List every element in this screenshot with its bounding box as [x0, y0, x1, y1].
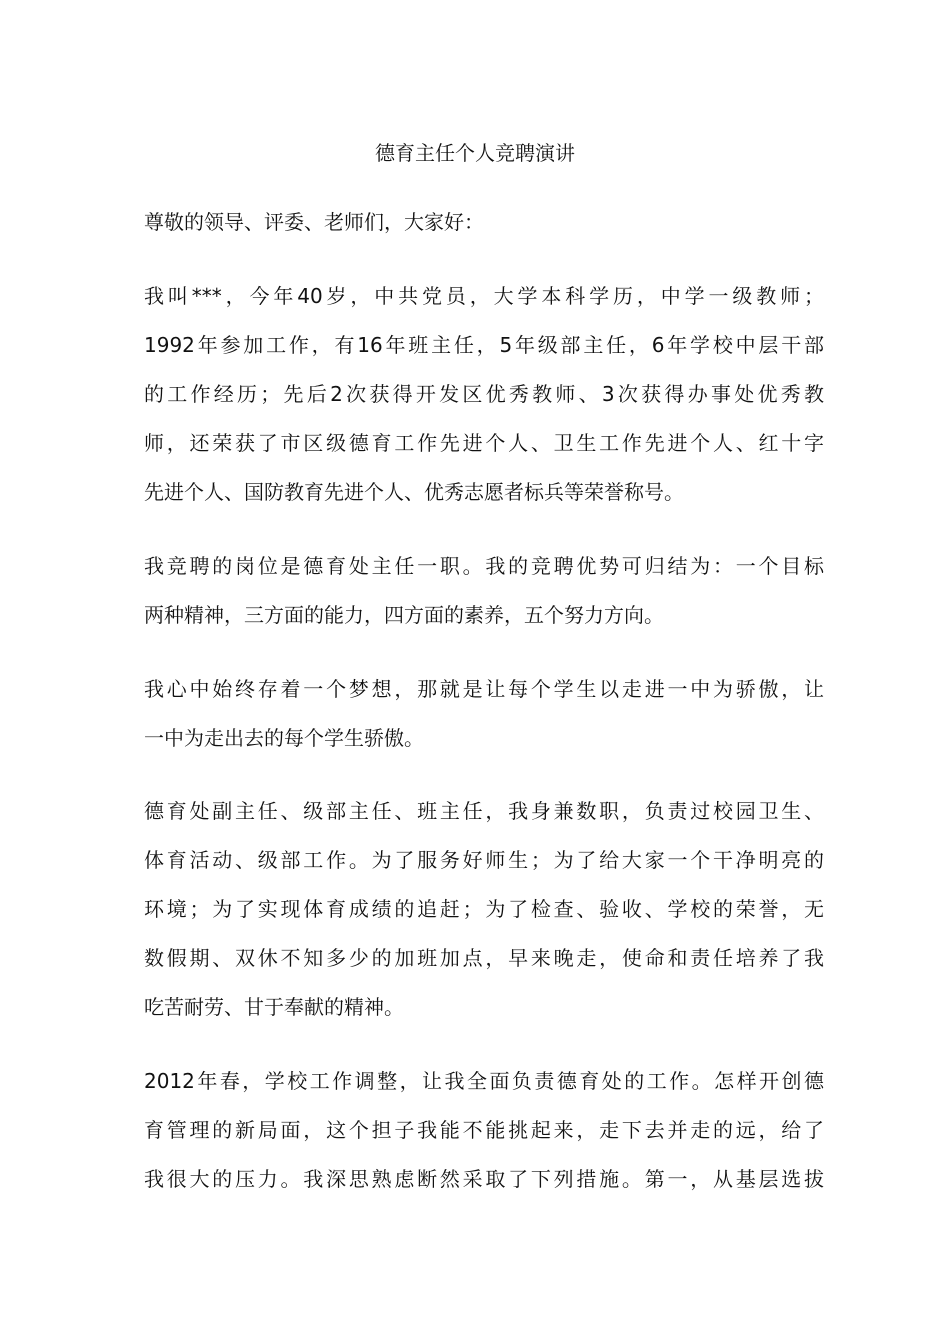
- paragraph-line: 育管理的新局面，这个担子我能不能挑起来，走下去并走的远，给了: [144, 1118, 824, 1142]
- paragraph-line: 两种精神，三方面的能力，四方面的素养，五个努力方向。: [144, 603, 664, 627]
- paragraph-line: 我竞聘的岗位是德育处主任一职。我的竞聘优势可归结为：一个目标: [144, 554, 824, 578]
- paragraph-line: 先进个人、国防教育先进个人、优秀志愿者标兵等荣誉称号。: [144, 480, 684, 504]
- paragraph-line: 吃苦耐劳、甘于奉献的精神。: [144, 995, 404, 1019]
- paragraph-line: 我很大的压力。我深思熟虑断然采取了下列措施。第一，从基层选拔: [144, 1167, 824, 1191]
- paragraph-line: 1992年参加工作，有16年班主任，5年级部主任，6年学校中层干部: [144, 333, 824, 357]
- greeting: [144, 198, 824, 247]
- paragraph-line: 的工作经历；先后2次获得开发区优秀教师、3次获得办事处优秀教: [144, 382, 824, 406]
- paragraph-2012: [144, 1057, 824, 1204]
- paragraph-line: 我叫***，今年40岁，中共党员，大学本科学历，中学一级教师；: [144, 284, 824, 308]
- paragraph-line: 2012年春，学校工作调整，让我全面负责德育处的工作。怎样开创德: [144, 1069, 824, 1093]
- document-title: 德育主任个人竞聘演讲: [375, 141, 575, 165]
- paragraph-dream: [144, 665, 824, 763]
- paragraph-line: 德育处副主任、级部主任、班主任，我身兼数职，负责过校园卫生、: [144, 799, 824, 823]
- paragraph-line: 体育活动、级部工作。为了服务好师生；为了给大家一个干净明亮的: [144, 848, 824, 872]
- paragraph-intro: [144, 272, 824, 517]
- paragraph-position: [144, 542, 824, 640]
- paragraph-line: 环境；为了实现体育成绩的追赶；为了检查、验收、学校的荣誉，无: [144, 897, 824, 921]
- paragraph-line: 师，还荣获了市区级德育工作先进个人、卫生工作先进个人、红十字: [144, 431, 824, 455]
- paragraph-line: 一中为走出去的每个学生骄傲。: [144, 726, 424, 750]
- paragraph-line: 数假期、双休不知多少的加班加点，早来晚走，使命和责任培养了我: [144, 946, 824, 970]
- paragraph-experience: [144, 787, 824, 1032]
- paragraph-line: 我心中始终存着一个梦想，那就是让每个学生以走进一中为骄傲，让: [144, 677, 824, 701]
- greeting-line: 尊敬的领导、评委、老师们，大家好：: [144, 210, 484, 234]
